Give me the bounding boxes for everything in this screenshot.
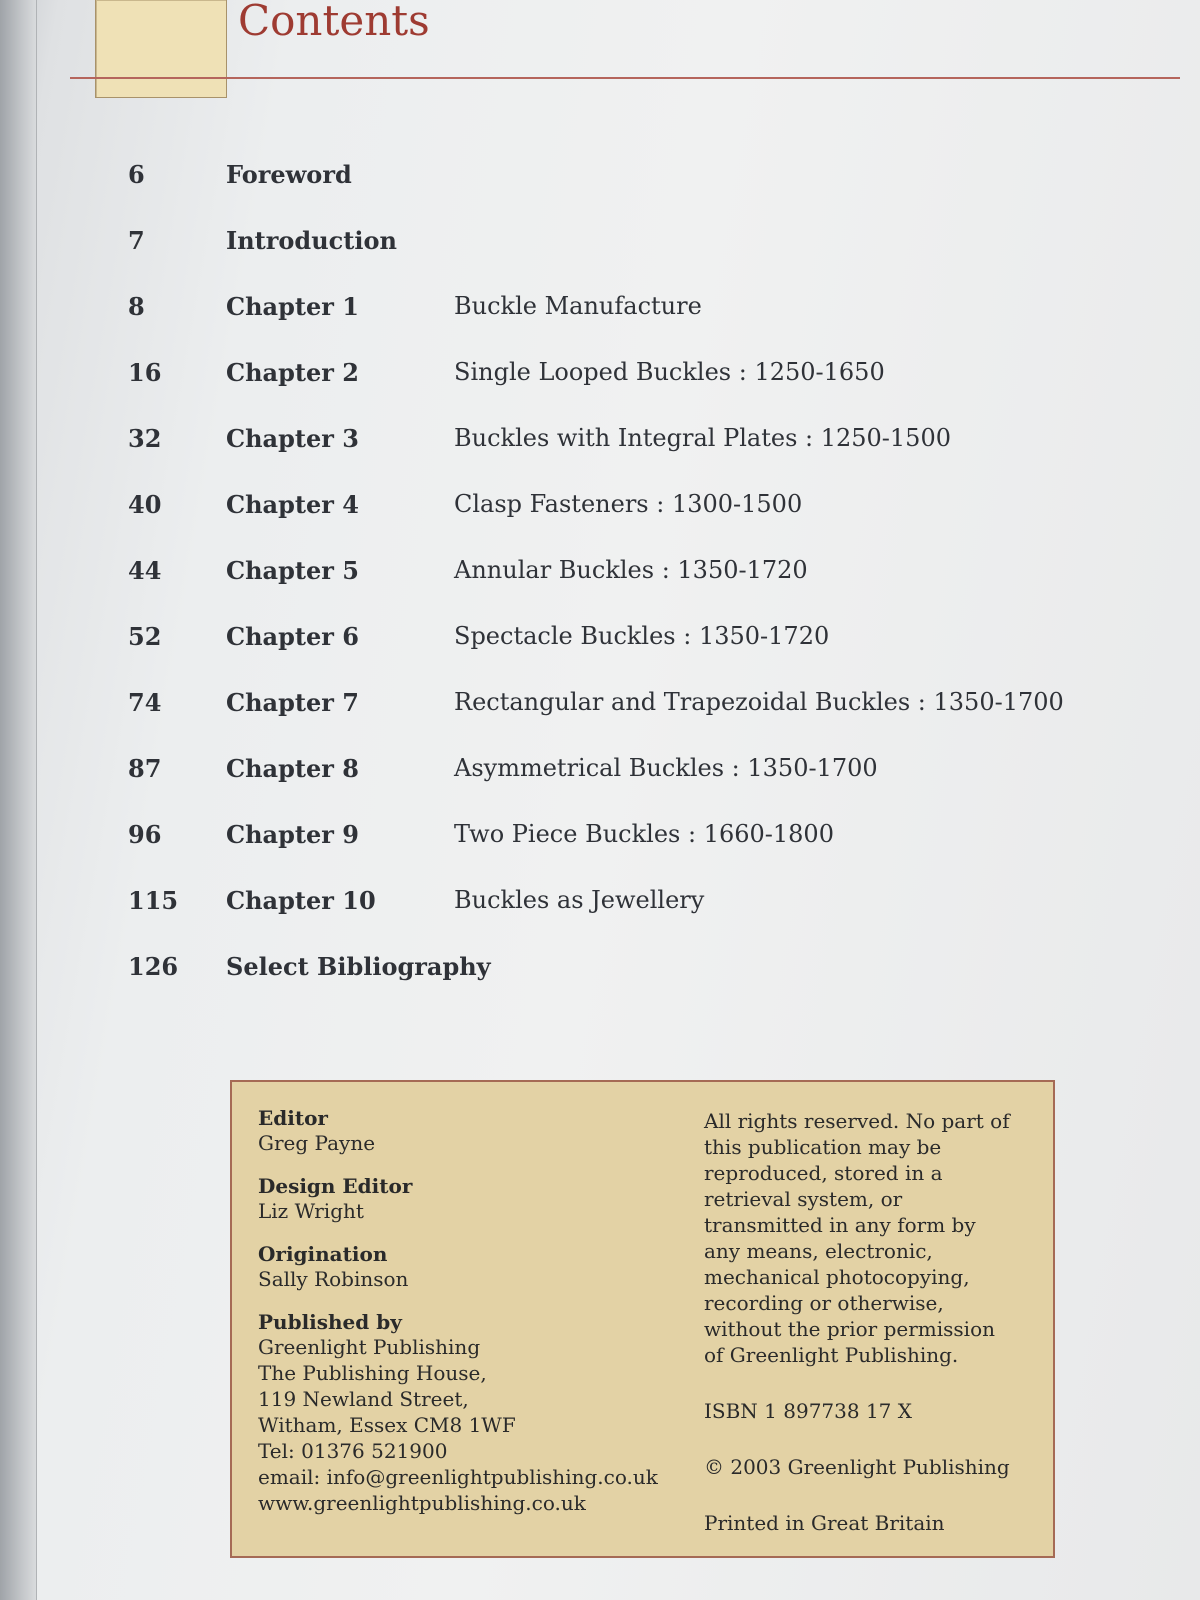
- toc-row: [0, 292, 1200, 332]
- credit-name: Liz Wright: [258, 1199, 364, 1223]
- toc-page-number: 74: [128, 688, 162, 717]
- toc-label: Chapter 9: [226, 820, 359, 849]
- credit-name: Greg Payne: [258, 1131, 376, 1155]
- toc-row: [0, 358, 1200, 398]
- toc-row: [0, 820, 1200, 860]
- toc-page-number: 115: [128, 886, 179, 915]
- toc-row: [0, 622, 1200, 662]
- toc-label: Chapter 7: [226, 688, 359, 717]
- toc-page-number: 40: [128, 490, 162, 519]
- toc-label: Chapter 3: [226, 424, 359, 453]
- toc-title: Spectacle Buckles : 1350-1720: [454, 622, 830, 650]
- toc-page-number: 126: [128, 952, 179, 981]
- isbn: ISBN 1 897738 17 X: [704, 1399, 912, 1423]
- toc-page-number: 32: [128, 424, 162, 453]
- toc-title: Single Looped Buckles : 1250-1650: [454, 358, 885, 386]
- toc-label: Chapter 8: [226, 754, 359, 783]
- toc-title: Rectangular and Trapezoidal Buckles : 1350-1700: [454, 688, 1064, 716]
- toc-row: [0, 424, 1200, 464]
- toc-page-number: 16: [128, 358, 162, 387]
- toc-row: [0, 754, 1200, 794]
- rights-line: reproduced, stored in a: [704, 1161, 943, 1185]
- toc-label: Chapter 5: [226, 556, 359, 585]
- toc-title: Annular Buckles : 1350-1720: [454, 556, 808, 584]
- rights-column: [704, 1108, 1034, 1566]
- credit-role: Design Editor: [258, 1174, 413, 1198]
- publisher-name: Greenlight Publishing: [258, 1335, 481, 1359]
- toc-title: Buckles as Jewellery: [454, 886, 705, 914]
- credit-name: Sally Robinson: [258, 1267, 409, 1291]
- toc-title: Buckle Manufacture: [454, 292, 702, 320]
- telephone: Tel: 01376 521900: [258, 1439, 448, 1463]
- header-rule: [70, 77, 1180, 79]
- toc-label: Foreword: [226, 160, 352, 189]
- toc-page-number: 87: [128, 754, 162, 783]
- credit-publisher: [258, 1310, 688, 1516]
- rights-line: mechanical photocopying,: [704, 1265, 970, 1289]
- toc-row: [0, 886, 1200, 926]
- rights-line: of Greenlight Publishing.: [704, 1343, 959, 1367]
- toc-label: Chapter 2: [226, 358, 359, 387]
- toc-title: Clasp Fasteners : 1300-1500: [454, 490, 803, 518]
- toc-row: [0, 160, 1200, 200]
- rights-line: All rights reserved. No part of: [704, 1109, 1010, 1133]
- rights-line: recording or otherwise,: [704, 1291, 944, 1315]
- credit-design-editor: [258, 1174, 688, 1224]
- toc-label: Chapter 1: [226, 292, 359, 321]
- rights-line: this publication may be: [704, 1135, 942, 1159]
- toc-row: [0, 490, 1200, 530]
- website: www.greenlightpublishing.co.uk: [258, 1491, 586, 1515]
- toc-page-number: 96: [128, 820, 162, 849]
- toc-page-number: 7: [128, 226, 145, 255]
- toc-label: Chapter 4: [226, 490, 359, 519]
- toc-title: Asymmetrical Buckles : 1350-1700: [454, 754, 878, 782]
- credit-origination: [258, 1242, 688, 1292]
- toc-page-number: 8: [128, 292, 145, 321]
- toc-page-number: 6: [128, 160, 145, 189]
- toc-row: [0, 688, 1200, 728]
- address-line: 119 Newland Street,: [258, 1387, 469, 1411]
- rights-line: without the prior permission: [704, 1317, 995, 1341]
- toc-label: Chapter 6: [226, 622, 359, 651]
- rights-line: any means, electronic,: [704, 1239, 933, 1263]
- credit-editor: [258, 1106, 688, 1156]
- toc-label: Introduction: [226, 226, 397, 255]
- page-title: Contents: [238, 0, 430, 45]
- toc-title: Two Piece Buckles : 1660-1800: [454, 820, 834, 848]
- copyright-notice: © 2003 Greenlight Publishing: [704, 1455, 1010, 1479]
- credit-role: Origination: [258, 1242, 388, 1266]
- address-line: Witham, Essex CM8 1WF: [258, 1413, 516, 1437]
- email: email: info@greenlightpublishing.co.uk: [258, 1465, 658, 1489]
- toc-row: [0, 952, 1200, 992]
- toc-label: Select Bibliography: [226, 952, 491, 981]
- printed-in: Printed in Great Britain: [704, 1511, 945, 1535]
- toc-page-number: 52: [128, 622, 162, 651]
- rights-line: transmitted in any form by: [704, 1213, 976, 1237]
- toc-row: [0, 556, 1200, 596]
- toc-label: Chapter 10: [226, 886, 376, 915]
- rights-statement: [704, 1108, 1034, 1368]
- credits-column: [258, 1106, 688, 1534]
- toc-page-number: 44: [128, 556, 162, 585]
- rights-line: retrieval system, or: [704, 1187, 903, 1211]
- header-tab-decoration: [95, 0, 227, 98]
- toc-title: Buckles with Integral Plates : 1250-1500: [454, 424, 951, 452]
- credit-role: Published by: [258, 1310, 402, 1334]
- credit-role: Editor: [258, 1106, 328, 1130]
- imprint-box: [230, 1080, 1055, 1558]
- toc-row: [0, 226, 1200, 266]
- address-line: The Publishing House,: [258, 1361, 487, 1385]
